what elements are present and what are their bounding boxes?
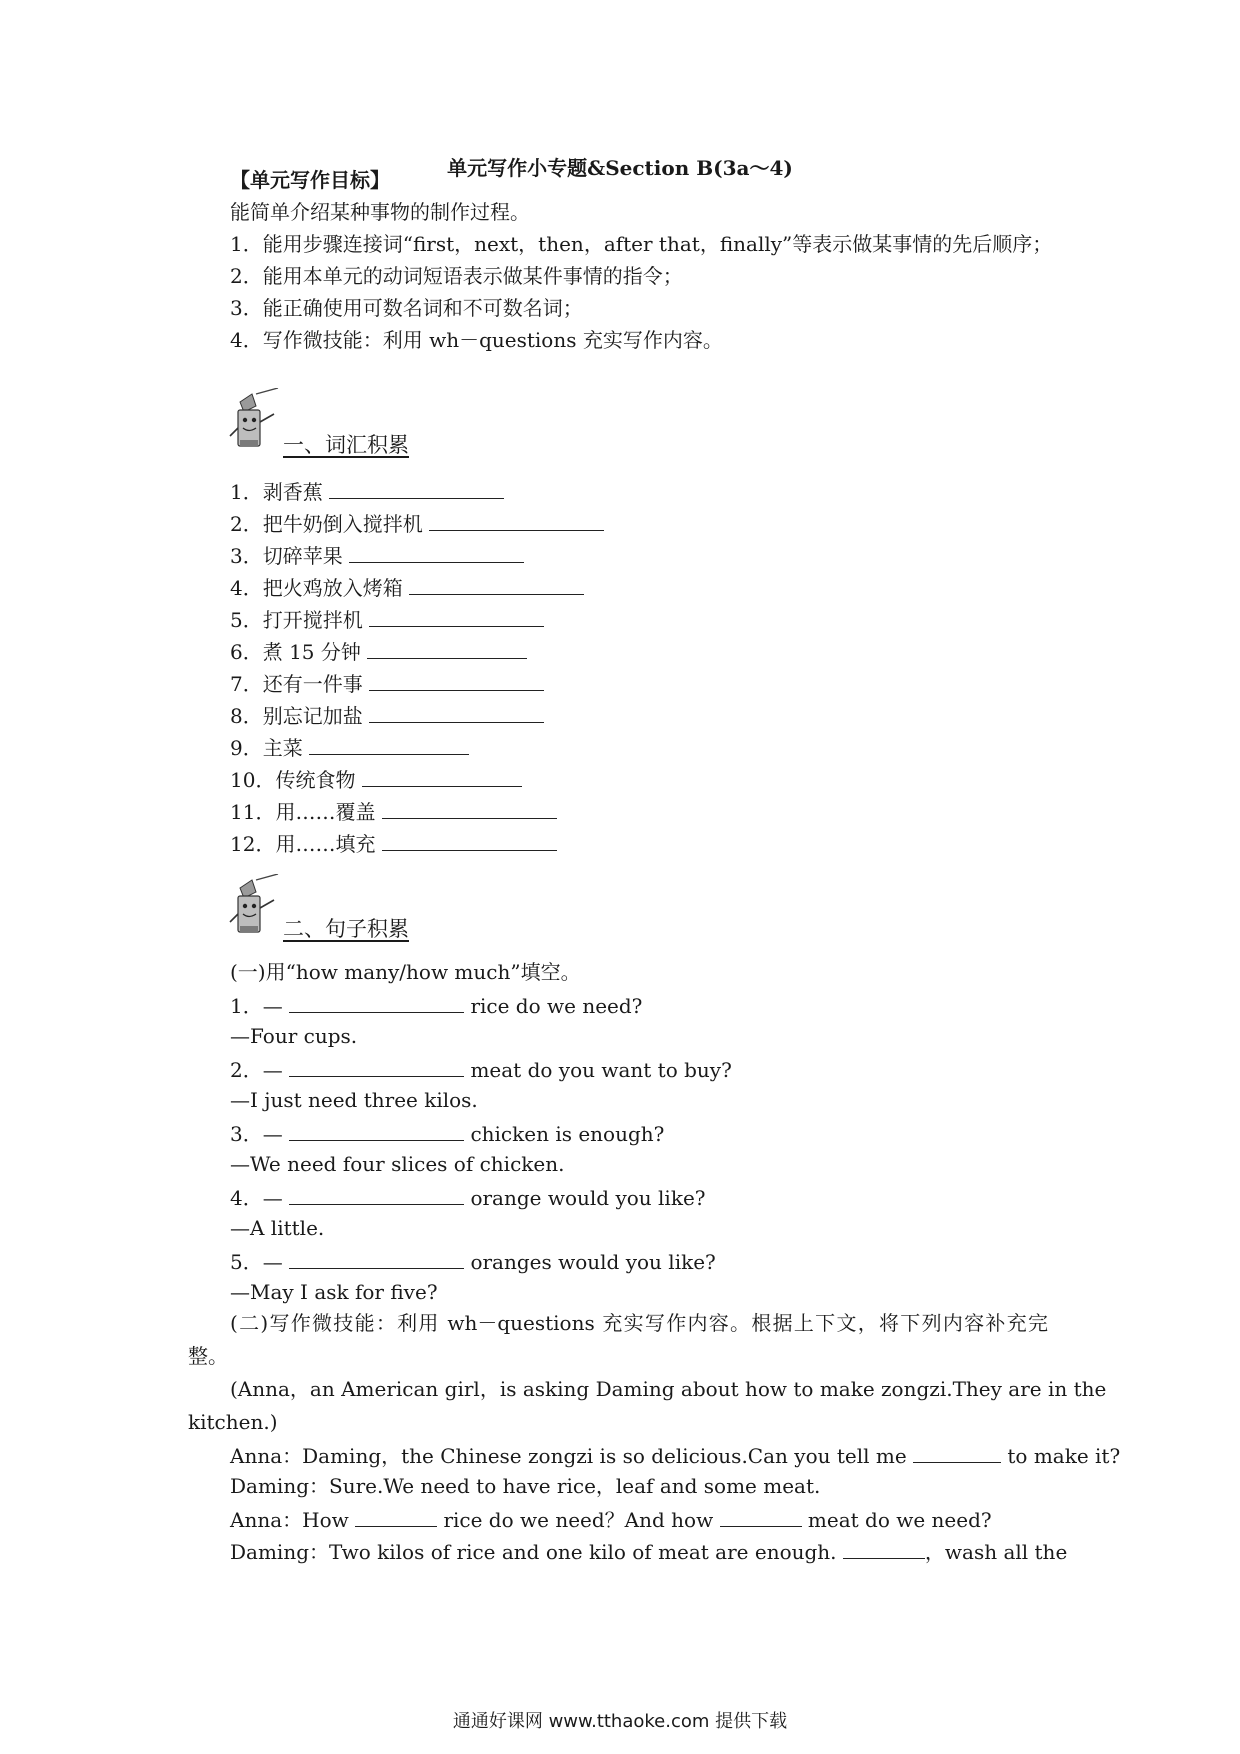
footer-credit: 通通好课网 www.tthaoke.com 提供下载	[452, 1711, 788, 1732]
answer-blank[interactable]	[367, 636, 527, 659]
vocab-item: 1．剥香蕉	[230, 476, 504, 506]
answer-row: —I just need three kilos.	[230, 1088, 478, 1112]
answer-blank[interactable]	[369, 604, 544, 627]
vocab-item: 4．把火鸡放入烤箱	[230, 572, 584, 602]
answer-blank[interactable]	[720, 1504, 802, 1527]
answer-row: —May I ask for five?	[230, 1280, 438, 1304]
section-heading-vocabulary: 一、词汇积累	[283, 433, 409, 457]
goals-intro: 能简单介绍某种事物的制作过程。	[230, 200, 530, 224]
part2-instruction: (二)写作微技能：利用 wh－questions 充实写作内容。根据上下文，将下列内容补充完	[230, 1311, 1048, 1335]
dialogue-line: Anna：How rice do we need？And how meat do we need?	[230, 1504, 992, 1534]
answer-blank[interactable]	[349, 540, 524, 563]
vocab-item: 6．煮 15 分钟	[230, 636, 527, 666]
vocab-item: 12．用……填充	[230, 828, 557, 858]
vocab-item: 8．别忘记加盐	[230, 700, 544, 730]
question-row: 5．— oranges would you like?	[230, 1246, 716, 1276]
answer-blank[interactable]	[289, 1246, 464, 1269]
context-text-cont: kitchen.)	[188, 1410, 278, 1434]
answer-blank[interactable]	[382, 796, 557, 819]
dialogue-line: Daming：Two kilos of rice and one kilo of meat are enough. ，wash all the	[230, 1536, 1067, 1566]
vocab-item: 11．用……覆盖	[230, 796, 557, 826]
answer-blank[interactable]	[913, 1440, 1001, 1463]
goal-item: 3．能正确使用可数名词和不可数名词；	[230, 296, 583, 320]
answer-blank[interactable]	[382, 828, 557, 851]
vocab-item: 3．切碎苹果	[230, 540, 524, 570]
context-text: (Anna，an American girl，is asking Daming about how to make zongzi.They are in the	[230, 1377, 1107, 1401]
goal-item: 2．能用本单元的动词短语表示做某件事情的指令；	[230, 264, 683, 288]
goal-item: 4．写作微技能：利用 wh－questions 充实写作内容。	[230, 328, 723, 352]
pencil-mascot-icon	[226, 874, 284, 936]
goal-item: 1．能用步骤连接词“first，next，then，after that，finally”等表示做某事情的先后顺序；	[230, 232, 1053, 256]
part1-instruction: (一)用“how many/how much”填空。	[230, 960, 581, 984]
answer-blank[interactable]	[362, 764, 522, 787]
answer-blank[interactable]	[369, 668, 544, 691]
answer-blank[interactable]	[429, 508, 604, 531]
question-row: 1．— rice do we need?	[230, 990, 642, 1020]
answer-blank[interactable]	[289, 1118, 464, 1141]
question-row: 2．— meat do you want to buy?	[230, 1054, 732, 1084]
pencil-mascot-icon	[226, 388, 284, 450]
answer-blank[interactable]	[289, 1054, 464, 1077]
vocab-item: 9．主菜	[230, 732, 469, 762]
answer-row: —We need four slices of chicken.	[230, 1152, 565, 1176]
dialogue-line: Daming：Sure.We need to have rice，leaf and some meat.	[230, 1474, 821, 1498]
dialogue-line: Anna：Daming，the Chinese zongzi is so delicious.Can you tell me to make it?	[230, 1440, 1120, 1470]
goals-heading: 【单元写作目标】	[230, 168, 390, 192]
question-row: 4．— orange would you like?	[230, 1182, 706, 1212]
answer-row: —A little.	[230, 1216, 325, 1240]
answer-blank[interactable]	[843, 1536, 925, 1559]
page-title: 单元写作小专题&Section B(3a～4)	[447, 156, 793, 180]
answer-row: —Four cups.	[230, 1024, 358, 1048]
answer-blank[interactable]	[289, 990, 464, 1013]
vocab-item: 5．打开搅拌机	[230, 604, 544, 634]
answer-blank[interactable]	[329, 476, 504, 499]
vocab-item: 2．把牛奶倒入搅拌机	[230, 508, 604, 538]
answer-blank[interactable]	[355, 1504, 437, 1527]
vocab-item: 10．传统食物	[230, 764, 522, 794]
answer-blank[interactable]	[369, 700, 544, 723]
part2-instruction-cont: 整。	[188, 1344, 228, 1368]
vocab-item: 7．还有一件事	[230, 668, 544, 698]
answer-blank[interactable]	[289, 1182, 464, 1205]
answer-blank[interactable]	[409, 572, 584, 595]
answer-blank[interactable]	[309, 732, 469, 755]
section-heading-sentences: 二、句子积累	[283, 917, 409, 941]
question-row: 3．— chicken is enough?	[230, 1118, 664, 1148]
